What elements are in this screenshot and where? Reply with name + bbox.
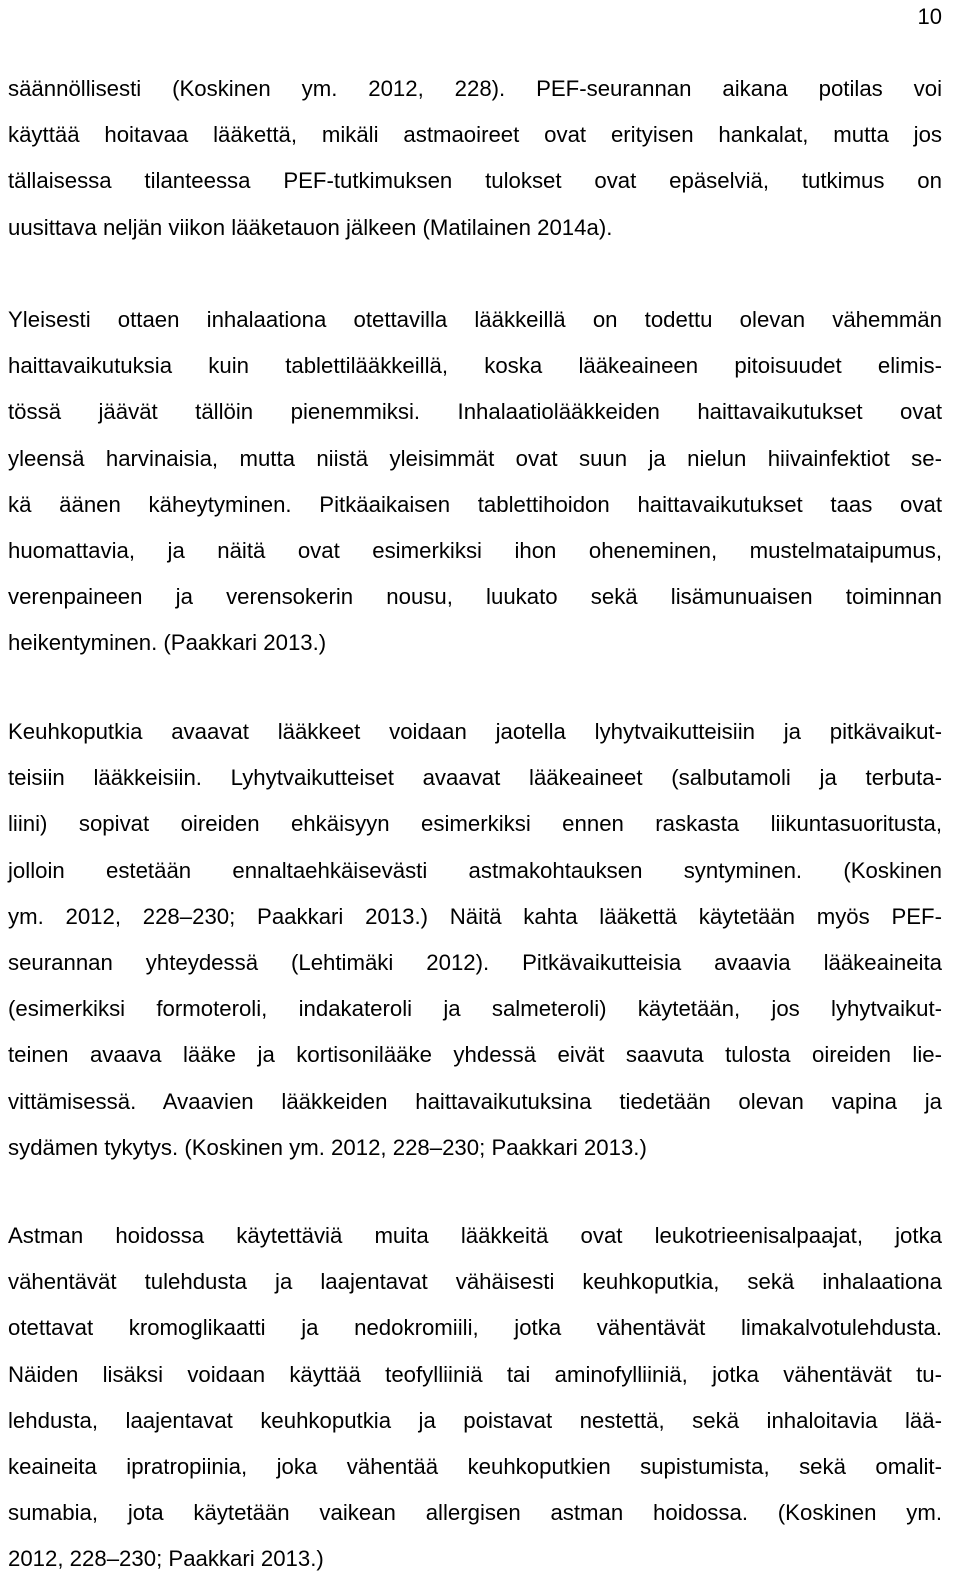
text-line: vittämisessä. Avaavien lääkkeiden haittavaikutuksina tiedetään olevan vapina ja [8,1088,942,1114]
text-line: heikentyminen. (Paakkari 2013.) [8,630,327,656]
text-line: tällaisessa tilanteessa PEF-tutkimuksen tulokset ovat epäselviä, tutkimus on [8,168,942,194]
text-line: seurannan yhteydessä (Lehtimäki 2012). Pitkävaikutteisia avaavia lääkeaineita [8,949,942,975]
text-line: keaineita ipratropiinia, joka vähentää keuhkoputkien supistumista, sekä omalit- [8,1453,942,1479]
text-line: Yleisesti ottaen inhalaationa otettavilla lääkkeillä on todettu olevan vähemmän [8,307,942,332]
text-line: Astman hoidossa käytettäviä muita lääkkeitä ovat leukotrieenisalpaajat, jotka [8,1223,942,1248]
text-line: jolloin estetään ennaltaehkäisevästi astmakohtauksen syntyminen. (Koskinen [8,857,942,883]
text-line: uusittava neljän viikon lääketauon jälkeen (Matilainen 2014a). [8,214,613,240]
paragraph-other-medications [8,1213,942,1583]
text-line: vähentävät tulehdusta ja laajentavat vähäisesti keuhkoputkia, sekä inhalaationa [8,1269,942,1295]
text-line: Näiden lisäksi voidaan käyttää teofylliiniä tai aminofylliiniä, jotka vähentävät tu- [8,1361,942,1387]
paragraph-bronchodilators [8,709,942,1171]
text-line: säännöllisesti (Koskinen ym. 2012, 228). PEF-seurannan aikana potilas voi [8,76,942,101]
paragraph-side-effects [8,297,942,667]
text-line: otettavat kromoglikaatti ja nedokromiili, jotka vähentävät limakalvotulehdusta. [8,1315,942,1341]
text-line: 2012, 228–230; Paakkari 2013.) [8,1546,324,1572]
text-line: kä äänen käheytyminen. Pitkäaikaisen tablettihoidon haittavaikutukset taas ovat [8,491,942,517]
text-line: haittavaikutuksia kuin tablettilääkkeillä, koska lääkeaineen pitoisuudet elimis- [8,353,942,379]
page-number: 10 [917,4,942,29]
text-line: (esimerkiksi formoteroli, indakateroli ja salmeteroli) käytetään, jos lyhytvaikut- [8,996,942,1022]
text-line: teisiin lääkkeisiin. Lyhytvaikutteiset avaavat lääkeaineet (salbutamoli ja terbuta- [8,765,942,791]
text-line: liini) sopivat oireiden ehkäisyyn esimerkiksi ennen raskasta liikuntasuoritusta, [8,811,942,837]
text-line: yleensä harvinaisia, mutta niistä yleisimmät ovat suun ja nielun hiivainfektiot se- [8,445,942,471]
text-line: verenpaineen ja verensokerin nousu, luukato sekä lisämunuaisen toiminnan [8,584,942,610]
text-line: ym. 2012, 228–230; Paakkari 2013.) Näitä kahta lääkettä käytetään myös PEF- [8,903,942,929]
text-line: Keuhkoputkia avaavat lääkkeet voidaan jaotella lyhytvaikutteisiin ja pitkävaikut- [8,719,942,744]
text-line: sumabia, jota käytetään vaikean allergisen astman hoidossa. (Koskinen ym. [8,1500,942,1526]
paragraph-pef-monitoring [8,66,942,251]
text-line: tössä jäävät tällöin pienemmiksi. Inhalaatiolääkkeiden haittavaikutukset ovat [8,399,942,425]
text-line: teinen avaava lääke ja kortisonilääke yhdessä eivät saavuta tulosta oireiden lie- [8,1042,942,1068]
text-line: käyttää hoitavaa lääkettä, mikäli astmaoireet ovat erityisen hankalat, mutta jos [8,122,942,148]
text-line: sydämen tykytys. (Koskinen ym. 2012, 228–230; Paakkari 2013.) [8,1134,647,1160]
text-line: huomattavia, ja näitä ovat esimerkiksi ihon oheneminen, mustelmataipumus, [8,537,942,563]
text-line: lehdusta, laajentavat keuhkoputkia ja poistavat nestettä, sekä inhaloitavia lää- [8,1407,942,1433]
